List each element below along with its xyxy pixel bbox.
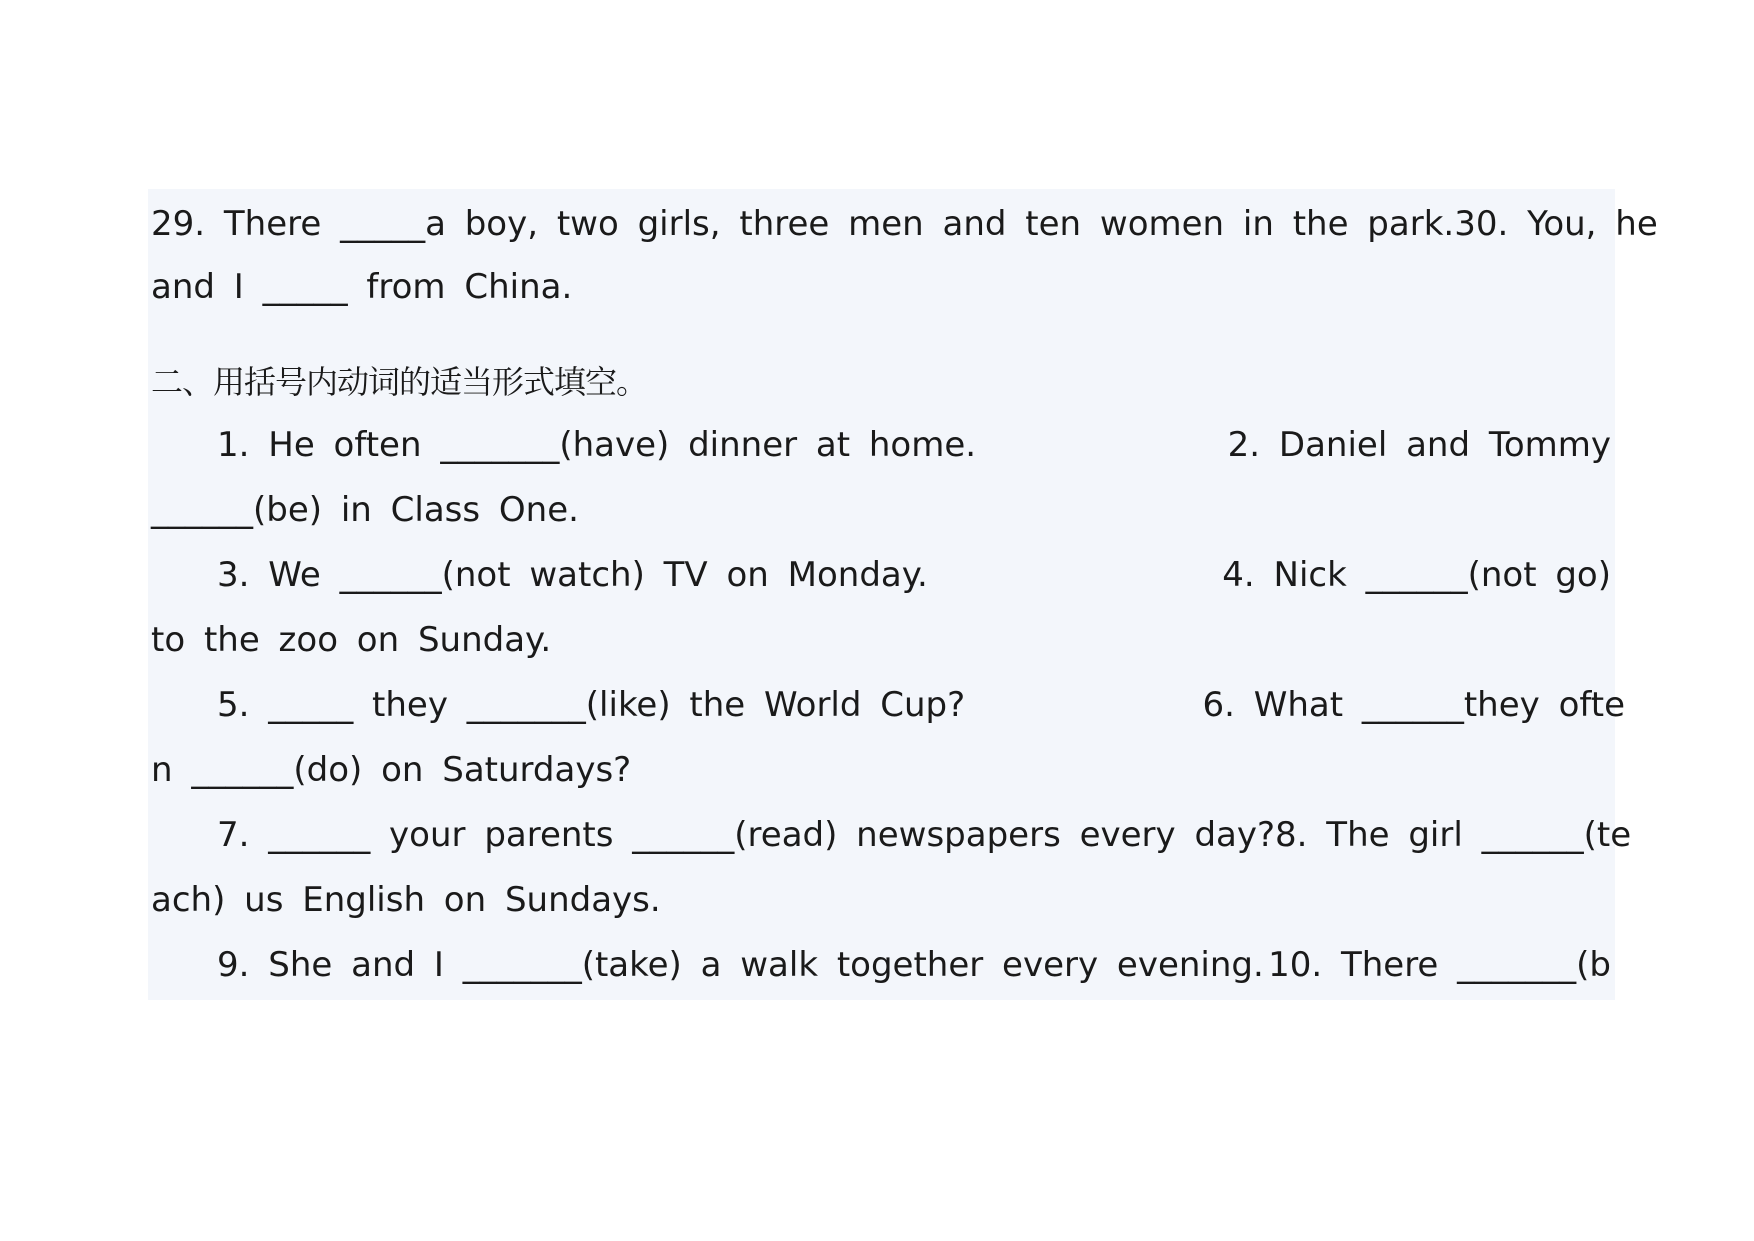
exercise-2-end: ______(be) in Class One.: [151, 490, 579, 530]
exercise-8-start: 8. The girl ______(te: [1275, 815, 1632, 855]
exercise-line: [217, 550, 1611, 600]
exercise-6-start: 6. What ______they ofte: [1202, 685, 1625, 725]
exercise-line: [217, 680, 1625, 730]
exercise-8-end: ach) us English on Sundays.: [151, 880, 661, 920]
exercise-line: [217, 810, 1632, 860]
exercise-5: 5. _____ they _______(like) the World Cup?: [217, 685, 966, 725]
exercise-line: [217, 940, 1611, 990]
exercise-line: [151, 485, 1611, 535]
exercise-line: [217, 420, 1611, 470]
exercise-6-end: n ______(do) on Saturdays?: [151, 750, 632, 790]
exercise-line: [151, 875, 1611, 925]
question-line: [151, 199, 1658, 249]
exercise-2-start: 2. Daniel and Tommy: [1227, 425, 1611, 465]
exercise-7: 7. ______ your parents ______(read) newspapers every day?: [217, 815, 1276, 855]
exercise-1: 1. He often _______(have) dinner at home.: [217, 425, 977, 465]
exercise-4-start: 4. Nick ______(not go): [1222, 555, 1611, 595]
question-29: 29. There _____a boy, two girls, three men and ten women in the park.: [151, 204, 1455, 244]
exercise-line: [151, 615, 1611, 665]
question-line: [151, 262, 1611, 312]
section-heading: [151, 357, 1611, 407]
exercise-10-start: 10. There _______(b: [1268, 945, 1611, 985]
exercise-4-end: to the zoo on Sunday.: [151, 620, 552, 660]
section-heading-text: 二、用括号内动词的适当形式填空。: [151, 363, 648, 401]
question-30-start: 30. You, he: [1454, 204, 1658, 244]
exercise-line: [151, 745, 1611, 795]
exercise-9: 9. She and I _______(take) a walk together every evening.: [217, 945, 1264, 985]
question-30-end: and I _____ from China.: [151, 267, 573, 307]
exercise-3: 3. We ______(not watch) TV on Monday.: [217, 555, 928, 595]
